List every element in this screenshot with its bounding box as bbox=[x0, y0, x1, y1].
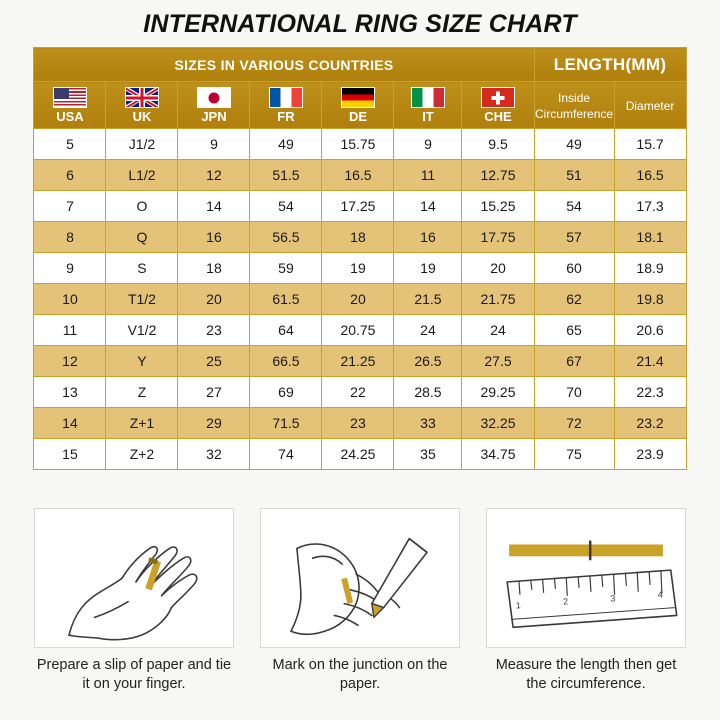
table-cell: 23 bbox=[178, 315, 250, 346]
france-flag-icon bbox=[269, 87, 303, 108]
table-cell: 23 bbox=[322, 408, 394, 439]
table-cell: 23.9 bbox=[614, 439, 686, 470]
table-cell: 21.4 bbox=[614, 346, 686, 377]
table-cell: 17.75 bbox=[462, 222, 534, 253]
table-cell: 20.6 bbox=[614, 315, 686, 346]
table-row bbox=[34, 377, 686, 408]
italy-flag-icon bbox=[411, 87, 445, 108]
column-code-che: CHE bbox=[484, 109, 512, 124]
table-cell: 20 bbox=[322, 284, 394, 315]
step-2-caption: Mark on the junction on the paper. bbox=[272, 657, 448, 692]
hand-with-paper-strip-icon bbox=[34, 508, 234, 648]
table-cell: 9 bbox=[34, 253, 106, 284]
step-2 bbox=[260, 508, 460, 694]
table-cell: 32 bbox=[178, 439, 250, 470]
column-code-usa: USA bbox=[56, 109, 84, 124]
table-cell: 11 bbox=[34, 315, 106, 346]
table-cell: 14 bbox=[178, 191, 250, 222]
table-cell: Q bbox=[106, 222, 178, 253]
table-cell: 54 bbox=[250, 191, 322, 222]
table-cell: 61.5 bbox=[250, 284, 322, 315]
table-cell: 26.5 bbox=[394, 346, 462, 377]
table-cell: 17.25 bbox=[322, 191, 394, 222]
table-row bbox=[34, 160, 686, 191]
table-cell: 20 bbox=[178, 284, 250, 315]
column-code-fr: FR bbox=[277, 109, 295, 124]
table-cell: 34.75 bbox=[462, 439, 534, 470]
table-cell: 14 bbox=[34, 408, 106, 439]
table-cell: 20 bbox=[462, 253, 534, 284]
table-cell: 15.25 bbox=[462, 191, 534, 222]
table-row bbox=[34, 346, 686, 377]
group-header-length: LENGTH(MM) bbox=[534, 48, 686, 82]
table-cell: 9 bbox=[178, 129, 250, 160]
ring-size-table-body bbox=[34, 129, 686, 470]
column-header-diameter: Diameter bbox=[614, 82, 686, 129]
switzerland-flag-icon bbox=[481, 87, 515, 108]
table-cell: V1/2 bbox=[106, 315, 178, 346]
germany-flag-icon bbox=[341, 87, 375, 108]
table-cell: 22.3 bbox=[614, 377, 686, 408]
table-cell: 66.5 bbox=[250, 346, 322, 377]
table-cell: 18.1 bbox=[614, 222, 686, 253]
table-cell: Z bbox=[106, 377, 178, 408]
table-cell: 71.5 bbox=[250, 408, 322, 439]
table-row bbox=[34, 315, 686, 346]
table-cell: 6 bbox=[34, 160, 106, 191]
table-cell: 24 bbox=[462, 315, 534, 346]
column-code-jpn: JPN bbox=[201, 109, 227, 124]
table-cell: 54 bbox=[534, 191, 614, 222]
hand-marking-pen-icon bbox=[260, 508, 460, 648]
table-cell: 27 bbox=[178, 377, 250, 408]
column-code-uk: UK bbox=[132, 109, 152, 124]
step-1 bbox=[34, 508, 234, 694]
table-cell: 15.7 bbox=[614, 129, 686, 160]
table-cell: 12.75 bbox=[462, 160, 534, 191]
column-header-inside-circumference: Inside Circumference bbox=[534, 82, 614, 129]
table-cell: 49 bbox=[250, 129, 322, 160]
table-cell: 21.75 bbox=[462, 284, 534, 315]
group-header-countries: SIZES IN VARIOUS COUNTRIES bbox=[34, 48, 534, 82]
table-cell: 19 bbox=[322, 253, 394, 284]
table-row bbox=[34, 253, 686, 284]
table-cell: 14 bbox=[394, 191, 462, 222]
table-cell: Z+1 bbox=[106, 408, 178, 439]
table-cell: O bbox=[106, 191, 178, 222]
table-cell: 74 bbox=[250, 439, 322, 470]
table-row bbox=[34, 284, 686, 315]
column-header-fr bbox=[250, 82, 322, 129]
table-cell: 32.25 bbox=[462, 408, 534, 439]
table-cell: 70 bbox=[534, 377, 614, 408]
table-cell: 60 bbox=[534, 253, 614, 284]
page-title: INTERNATIONAL RING SIZE CHART bbox=[143, 10, 577, 38]
table-cell: 15.75 bbox=[322, 129, 394, 160]
step-3 bbox=[486, 508, 686, 694]
table-cell: 13 bbox=[34, 377, 106, 408]
table-cell: 75 bbox=[534, 439, 614, 470]
table-cell: 24 bbox=[394, 315, 462, 346]
table-cell: 10 bbox=[34, 284, 106, 315]
column-code-de: DE bbox=[348, 109, 367, 124]
table-cell: 27.5 bbox=[462, 346, 534, 377]
column-header-che bbox=[462, 82, 534, 129]
table-cell: 8 bbox=[34, 222, 106, 253]
table-cell: Y bbox=[106, 346, 178, 377]
table-cell: 65 bbox=[534, 315, 614, 346]
table-cell: 18.9 bbox=[614, 253, 686, 284]
table-cell: 33 bbox=[394, 408, 462, 439]
table-cell: 72 bbox=[534, 408, 614, 439]
table-cell: 7 bbox=[34, 191, 106, 222]
table-cell: 5 bbox=[34, 129, 106, 160]
table-cell: 29 bbox=[178, 408, 250, 439]
table-cell: 57 bbox=[534, 222, 614, 253]
table-cell: 16 bbox=[178, 222, 250, 253]
table-cell: 59 bbox=[250, 253, 322, 284]
table-cell: 67 bbox=[534, 346, 614, 377]
step-3-caption: Measure the length then get the circumference. bbox=[495, 657, 677, 692]
table-cell: 51 bbox=[534, 160, 614, 191]
column-header-uk bbox=[106, 82, 178, 129]
table-cell: 19 bbox=[394, 253, 462, 284]
table-cell: 12 bbox=[34, 346, 106, 377]
table-cell: 11 bbox=[394, 160, 462, 191]
table-cell: S bbox=[106, 253, 178, 284]
table-cell: 19.8 bbox=[614, 284, 686, 315]
svg-text:3: 3 bbox=[610, 593, 616, 604]
column-header-de bbox=[322, 82, 394, 129]
step-1-caption: Prepare a slip of paper and tie it on your finger. bbox=[36, 657, 232, 692]
table-cell: 20.75 bbox=[322, 315, 394, 346]
table-cell: 18 bbox=[178, 253, 250, 284]
japan-flag-icon bbox=[197, 87, 231, 108]
table-cell: 17.3 bbox=[614, 191, 686, 222]
table-cell: 69 bbox=[250, 377, 322, 408]
table-cell: 56.5 bbox=[250, 222, 322, 253]
table-cell: 12 bbox=[178, 160, 250, 191]
table-cell: 16 bbox=[394, 222, 462, 253]
table-cell: 62 bbox=[534, 284, 614, 315]
uk-flag-icon bbox=[125, 87, 159, 108]
svg-text:1: 1 bbox=[515, 600, 522, 611]
table-cell: 28.5 bbox=[394, 377, 462, 408]
table-cell: Z+2 bbox=[106, 439, 178, 470]
ruler-measure-icon bbox=[486, 508, 686, 648]
table-cell: J1/2 bbox=[106, 129, 178, 160]
table-cell: 49 bbox=[534, 129, 614, 160]
table-cell: 9.5 bbox=[462, 129, 534, 160]
svg-text:2: 2 bbox=[562, 596, 569, 607]
table-cell: 9 bbox=[394, 129, 462, 160]
table-cell: 18 bbox=[322, 222, 394, 253]
table-cell: L1/2 bbox=[106, 160, 178, 191]
column-header-jpn bbox=[178, 82, 250, 129]
ring-size-table bbox=[33, 47, 686, 470]
table-row bbox=[34, 191, 686, 222]
table-row bbox=[34, 439, 686, 470]
table-cell: 21.25 bbox=[322, 346, 394, 377]
table-cell: 15 bbox=[34, 439, 106, 470]
column-code-it: IT bbox=[422, 109, 434, 124]
table-row bbox=[34, 129, 686, 160]
svg-text:4: 4 bbox=[657, 589, 664, 600]
table-cell: 64 bbox=[250, 315, 322, 346]
column-header-usa bbox=[34, 82, 106, 129]
table-row bbox=[34, 222, 686, 253]
table-cell: T1/2 bbox=[106, 284, 178, 315]
measuring-steps bbox=[34, 508, 686, 694]
table-cell: 23.2 bbox=[614, 408, 686, 439]
table-cell: 21.5 bbox=[394, 284, 462, 315]
us-flag-icon bbox=[53, 87, 87, 108]
table-row bbox=[34, 408, 686, 439]
table-cell: 29.25 bbox=[462, 377, 534, 408]
table-cell: 24.25 bbox=[322, 439, 394, 470]
column-header-it bbox=[394, 82, 462, 129]
table-cell: 51.5 bbox=[250, 160, 322, 191]
table-cell: 22 bbox=[322, 377, 394, 408]
table-cell: 35 bbox=[394, 439, 462, 470]
table-cell: 16.5 bbox=[322, 160, 394, 191]
table-cell: 16.5 bbox=[614, 160, 686, 191]
table-cell: 25 bbox=[178, 346, 250, 377]
